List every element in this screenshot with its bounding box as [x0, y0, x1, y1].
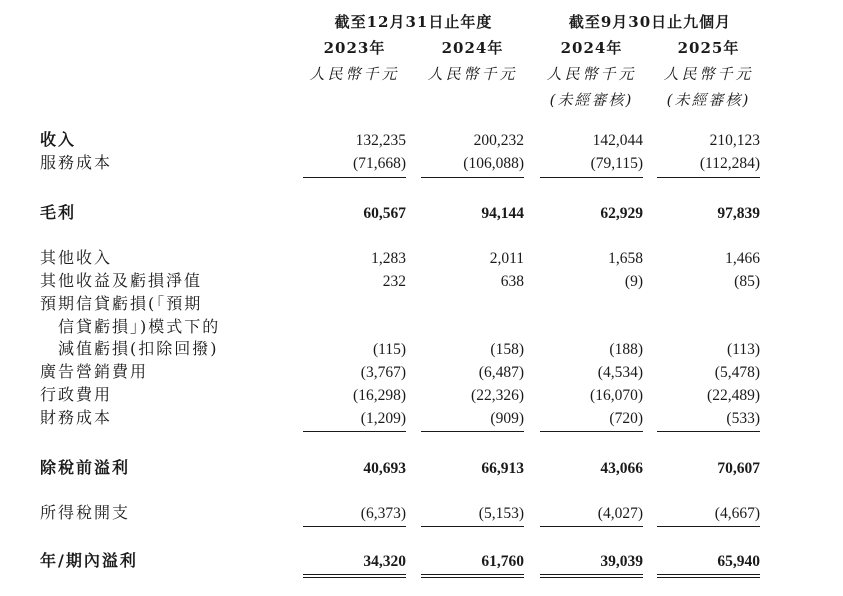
- period-header-nine-months: 截至9月30日止九個月: [568, 13, 732, 31]
- value-cell: 1,283: [371, 250, 406, 267]
- row-label-other-income: 其他收入: [40, 248, 113, 267]
- total-double-rule: [303, 577, 406, 578]
- subtotal-rule: [421, 526, 524, 527]
- total-double-rule: [540, 574, 643, 575]
- year-header: 2025年: [677, 39, 740, 57]
- unaudited-note: (未經審核): [666, 91, 751, 109]
- value-cell: 142,044: [592, 132, 643, 149]
- value-cell: 40,693: [363, 460, 406, 477]
- value-cell: 65,940: [717, 553, 760, 570]
- currency-unit: 人民幣千元: [546, 65, 637, 83]
- value-cell: (113): [727, 341, 760, 358]
- currency-unit: 人民幣千元: [427, 65, 518, 83]
- value-cell: 34,320: [363, 553, 406, 570]
- row-label-income-tax: 所得稅開支: [40, 503, 131, 522]
- value-cell: (1,209): [360, 410, 406, 427]
- value-cell: 60,567: [363, 205, 406, 222]
- value-cell: (4,534): [597, 364, 643, 381]
- value-cell: 210,123: [709, 132, 760, 149]
- value-cell: (3,767): [360, 364, 406, 381]
- value-cell: (16,070): [590, 387, 643, 404]
- value-cell: (22,326): [471, 387, 524, 404]
- value-cell: (22,489): [707, 387, 760, 404]
- value-cell: (79,115): [590, 155, 643, 172]
- value-cell: 43,066: [600, 460, 643, 477]
- value-cell: 232: [382, 273, 406, 290]
- row-label-ecl-line3: 減值虧損(扣除回撥): [58, 339, 219, 358]
- value-cell: (6,487): [478, 364, 524, 381]
- year-header: 2023年: [323, 39, 386, 57]
- value-cell: (9): [624, 273, 643, 290]
- value-cell: (85): [734, 273, 760, 290]
- value-cell: 94,144: [481, 205, 524, 222]
- year-header: 2024年: [441, 39, 504, 57]
- period-header-year: 截至12月31日止年度: [334, 13, 493, 31]
- row-label-admin-expenses: 行政費用: [40, 385, 113, 404]
- row-label-ecl-line1: 預期信貸虧損(「預期: [40, 294, 203, 313]
- row-label-profit-for-period: 年/期內溢利: [40, 551, 138, 570]
- subtotal-rule: [421, 177, 524, 178]
- value-cell: (112,284): [699, 155, 760, 172]
- year-header: 2024年: [560, 39, 623, 57]
- value-cell: 200,232: [473, 132, 524, 149]
- total-double-rule: [657, 577, 760, 578]
- value-cell: 1,466: [725, 250, 760, 267]
- value-cell: (158): [490, 341, 524, 358]
- value-cell: (4,027): [597, 505, 643, 522]
- value-cell: 638: [500, 273, 524, 290]
- row-label-advertising: 廣告營銷費用: [40, 362, 149, 381]
- total-double-rule: [657, 574, 760, 575]
- subtotal-rule: [657, 177, 760, 178]
- value-cell: 66,913: [481, 460, 524, 477]
- value-cell: 61,760: [481, 553, 524, 570]
- value-cell: (909): [490, 410, 524, 427]
- subtotal-rule: [540, 177, 643, 178]
- subtotal-rule: [421, 431, 524, 432]
- value-cell: (106,088): [463, 155, 524, 172]
- currency-unit: 人民幣千元: [663, 65, 754, 83]
- row-label-ecl-line2: 信貸虧損」)模式下的: [58, 317, 221, 336]
- total-double-rule: [421, 574, 524, 575]
- total-double-rule: [421, 577, 524, 578]
- row-label-cost-of-services: 服務成本: [40, 153, 113, 172]
- row-label-gross-profit: 毛利: [40, 203, 77, 222]
- subtotal-rule: [540, 431, 643, 432]
- row-label-finance-costs: 財務成本: [40, 408, 113, 427]
- value-cell: (115): [373, 341, 406, 358]
- value-cell: 39,039: [600, 553, 643, 570]
- value-cell: (6,373): [360, 505, 406, 522]
- value-cell: (188): [609, 341, 643, 358]
- row-label-profit-before-tax: 除稅前溢利: [40, 458, 131, 477]
- value-cell: 62,929: [600, 205, 643, 222]
- subtotal-rule: [303, 431, 406, 432]
- value-cell: 97,839: [717, 205, 760, 222]
- value-cell: 2,011: [489, 250, 524, 267]
- total-double-rule: [540, 577, 643, 578]
- currency-unit: 人民幣千元: [309, 65, 400, 83]
- subtotal-rule: [303, 177, 406, 178]
- subtotal-rule: [657, 526, 760, 527]
- value-cell: (5,478): [714, 364, 760, 381]
- value-cell: (71,668): [353, 155, 406, 172]
- value-cell: 132,235: [355, 132, 406, 149]
- value-cell: (720): [609, 410, 643, 427]
- value-cell: 70,607: [717, 460, 760, 477]
- total-double-rule: [303, 574, 406, 575]
- unaudited-note: (未經審核): [549, 91, 634, 109]
- value-cell: (5,153): [478, 505, 524, 522]
- subtotal-rule: [657, 431, 760, 432]
- row-label-revenue: 收入: [40, 130, 77, 149]
- value-cell: (16,298): [353, 387, 406, 404]
- subtotal-rule: [303, 526, 406, 527]
- subtotal-rule: [540, 526, 643, 527]
- row-label-other-gains-losses: 其他收益及虧損淨值: [40, 271, 203, 290]
- value-cell: 1,658: [608, 250, 643, 267]
- value-cell: (4,667): [714, 505, 760, 522]
- value-cell: (533): [726, 410, 760, 427]
